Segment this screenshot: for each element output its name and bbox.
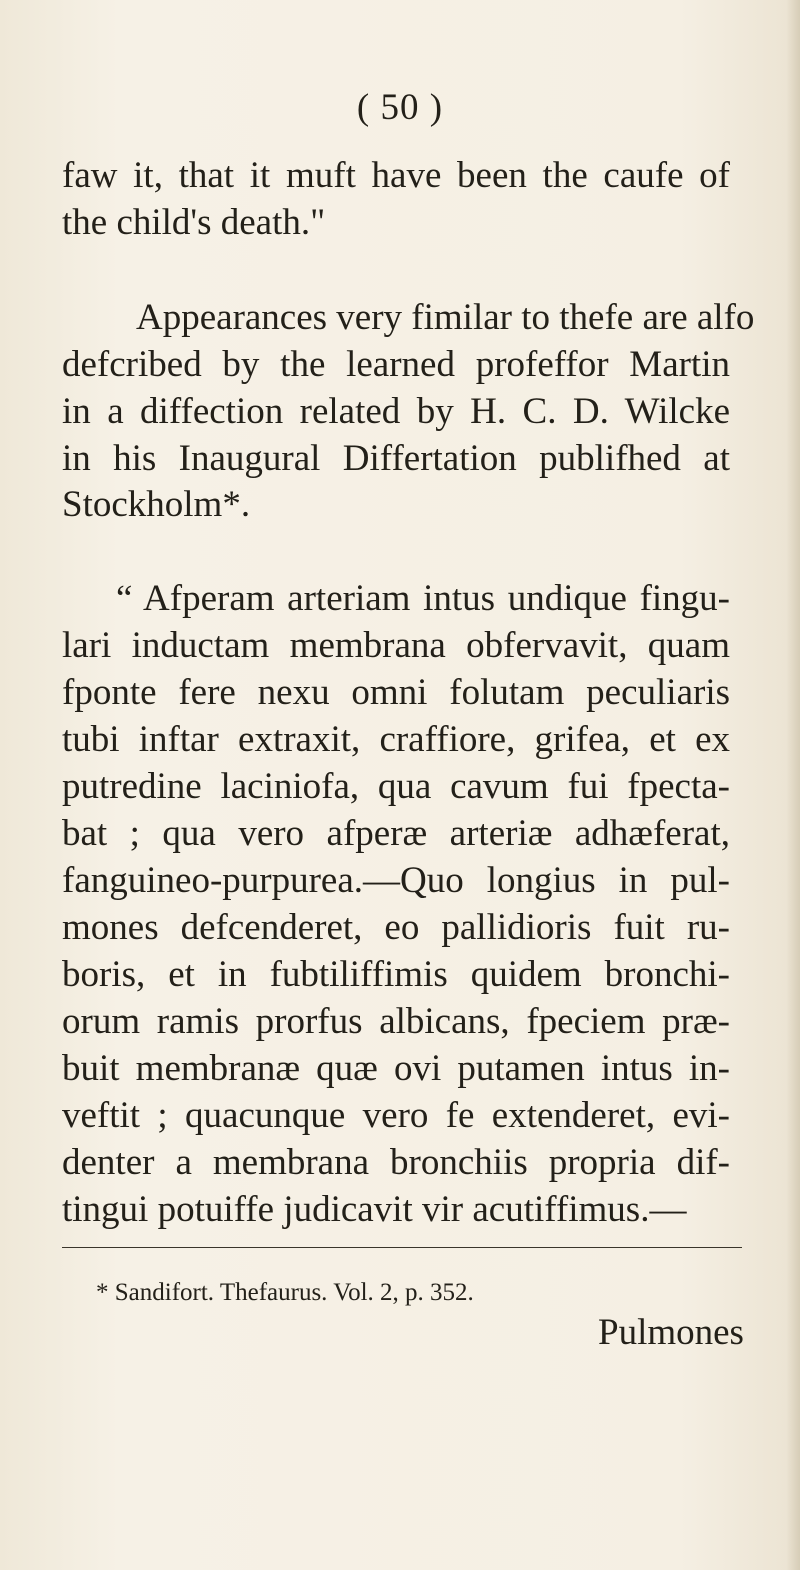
page-number: ( 50 ) xyxy=(356,87,444,128)
text-line: the child's death." xyxy=(62,202,326,243)
text-line: in his Inaugural Differtation publifhed at xyxy=(62,438,730,479)
text-line: Appearances very fimilar to thefe are alfo xyxy=(136,297,755,338)
quote-line: mones defcenderet, eo pallidioris fuit ru- xyxy=(62,907,730,948)
quote-line: lari inductam membrana obfervavit, quam xyxy=(62,625,730,666)
quote-line: tingui potuiffe judicavit vir acutiffimus.— xyxy=(62,1189,687,1230)
quote-line: veftit ; quacunque vero fe extenderet, evi- xyxy=(62,1095,730,1136)
quote-line: boris, et in fubtiliffimis quidem bronchi- xyxy=(62,954,730,995)
quote-line: putredine laciniofa, qua cavum fui fpecta- xyxy=(62,766,730,807)
catchword: Pulmones xyxy=(598,1312,744,1353)
quote-line: tubi inftar extraxit, craffiore, grifea, et ex xyxy=(62,719,730,760)
footnote-rule xyxy=(62,1247,742,1248)
quote-line: denter a membrana bronchiis propria dif- xyxy=(62,1142,730,1183)
text-line: faw it, that it muft have been the caufe of xyxy=(62,155,730,196)
footnote: * Sandifort. Thefaurus. Vol. 2, p. 352. xyxy=(96,1279,474,1306)
quote-line: “ Afperam arteriam intus undique fingu- xyxy=(116,578,730,619)
text-line: Stockholm*. xyxy=(62,484,251,525)
quote-line: bat ; qua vero afperæ arteriæ adhæferat, xyxy=(62,813,730,854)
text-line: defcribed by the learned profeffor Martin xyxy=(62,344,730,385)
quote-line: buit membranæ quæ ovi putamen intus in- xyxy=(62,1048,730,1089)
quote-line: orum ramis prorfus albicans, fpeciem præ- xyxy=(62,1001,730,1042)
quote-line: fponte fere nexu omni folutam peculiaris xyxy=(62,672,730,713)
text-line: in a diffection related by H. C. D. Wilcke xyxy=(62,391,730,432)
page-edge-shadow xyxy=(786,0,800,1570)
quote-line: fanguineo-purpurea.—Quo longius in pul- xyxy=(62,860,730,901)
